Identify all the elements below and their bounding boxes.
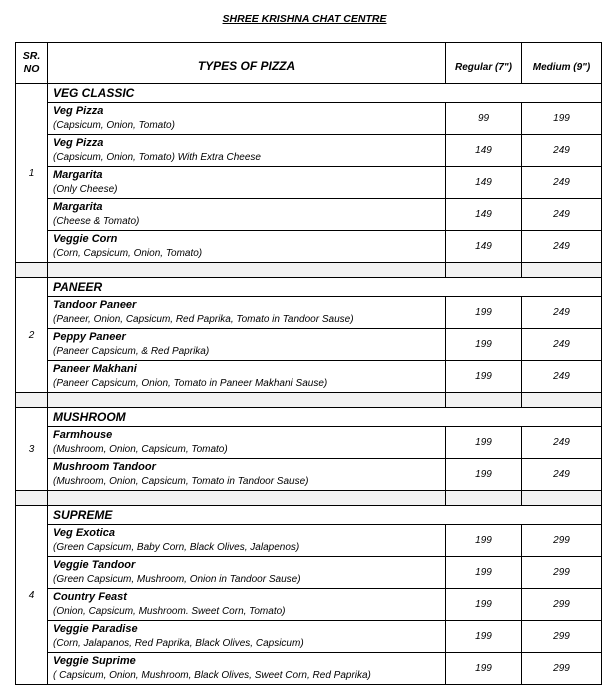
pizza-name: Margarita [53,201,103,213]
medium-price: 249 [522,135,602,167]
pizza-row [16,459,602,491]
medium-price: 299 [522,621,602,653]
pizza-cell [48,589,446,621]
regular-price: 199 [446,621,522,653]
pizza-row [16,361,602,393]
medium-price: 249 [522,329,602,361]
pizza-row [16,621,602,653]
category-name: PANEER [48,278,602,297]
pizza-cell [48,103,446,135]
pizza-name: Margarita [53,169,103,181]
pizza-toppings: (Onion, Capsicum, Mushroom. Sweet Corn, Tomato) [53,606,286,617]
pizza-row [16,199,602,231]
serial-number: 2 [16,278,48,393]
pizza-toppings: (Corn, Capsicum, Onion, Tomato) [53,248,203,259]
regular-header: Regular (7") [446,43,522,84]
pizza-toppings: (Capsicum, Onion, Tomato) With Extra Cheese [53,152,261,163]
serial-number: 3 [16,408,48,491]
pizza-row [16,135,602,167]
header-row [16,43,602,84]
pizza-cell [48,557,446,589]
regular-price: 199 [446,589,522,621]
pizza-toppings: (Paneer Capsicum, Onion, Tomato in Paneer Makhani Sause) [53,378,328,389]
spacer-cell [446,263,522,278]
pizza-toppings: (Cheese & Tomato) [53,216,140,227]
spacer-cell [522,263,602,278]
spacer-cell [48,491,446,506]
pizza-name: Tandoor Paneer [53,299,137,311]
pizza-cell [48,297,446,329]
regular-price: 199 [446,329,522,361]
regular-price: 199 [446,525,522,557]
medium-price: 199 [522,103,602,135]
pizza-name: Country Feast [53,591,127,603]
pizza-toppings: (Green Capsicum, Mushroom, Onion in Tandoor Sause) [53,574,301,585]
sr-no-header [16,43,48,84]
pizza-row [16,653,602,685]
pizza-toppings: (Paneer Capsicum, & Red Paprika) [53,346,210,357]
pizza-toppings: (Corn, Jalapanos, Red Paprika, Black Olives, Capsicum) [53,638,304,649]
pizza-row [16,103,602,135]
pizza-cell [48,361,446,393]
spacer-cell [446,491,522,506]
pizza-row [16,297,602,329]
regular-price: 149 [446,199,522,231]
spacer-cell [446,393,522,408]
pizza-row [16,167,602,199]
regular-price: 199 [446,361,522,393]
medium-price: 249 [522,427,602,459]
spacer-cell [522,393,602,408]
pizza-cell [48,231,446,263]
spacer-cell [16,263,48,278]
spacer-cell [16,393,48,408]
medium-header: Medium (9") [522,43,602,84]
pizza-row [16,525,602,557]
pizza-toppings: (Paneer, Onion, Capsicum, Red Paprika, Tomato in Tandoor Sause) [53,314,354,325]
pizza-row [16,589,602,621]
pizza-name: Farmhouse [53,429,113,441]
regular-price: 199 [446,557,522,589]
pizza-menu-table [15,42,602,685]
category-row [16,84,602,103]
pizza-toppings: ( Capsicum, Onion, Mushroom, Black Olives, Sweet Corn, Red Paprika) [53,670,371,681]
pizza-cell [48,329,446,361]
medium-price: 249 [522,231,602,263]
pizza-name: Veg Pizza [53,105,104,117]
medium-price: 249 [522,459,602,491]
pizza-name: Veggie Paradise [53,623,138,635]
spacer-cell [16,491,48,506]
serial-number: 4 [16,506,48,685]
pizza-name: Veggie Suprime [53,655,136,667]
pizza-cell [48,427,446,459]
regular-price: 199 [446,427,522,459]
menu-title: SHREE KRISHNA CHAT CENTRE [222,13,387,25]
pizza-cell [48,167,446,199]
regular-price: 199 [446,297,522,329]
category-row [16,408,602,427]
medium-price: 299 [522,557,602,589]
medium-price: 299 [522,589,602,621]
category-name: VEG CLASSIC [48,84,602,103]
medium-price: 249 [522,297,602,329]
serial-number: 1 [16,84,48,263]
pizza-cell [48,459,446,491]
regular-price: 199 [446,459,522,491]
pizza-name: Veg Pizza [53,137,104,149]
medium-price: 299 [522,525,602,557]
pizza-toppings: (Mushroom, Onion, Capsicum, Tomato in Tandoor Sause) [53,476,309,487]
regular-price: 149 [446,167,522,199]
pizza-cell [48,525,446,557]
pizza-name: Paneer Makhani [53,363,137,375]
sr-header-line1: SR. [22,50,41,62]
pizza-row [16,427,602,459]
category-name: MUSHROOM [48,408,602,427]
pizza-name: Veggie Corn [53,233,118,245]
pizza-toppings: (Mushroom, Onion, Capsicum, Tomato) [53,444,228,455]
pizza-row [16,329,602,361]
category-row [16,278,602,297]
section-spacer [16,393,602,408]
pizza-name: Peppy Paneer [53,331,126,343]
spacer-cell [522,491,602,506]
pizza-name: Mushroom Tandoor [53,461,156,473]
sr-header-line2: NO [23,63,40,75]
medium-price: 249 [522,199,602,231]
regular-price: 149 [446,231,522,263]
regular-price: 149 [446,135,522,167]
section-spacer [16,263,602,278]
medium-price: 299 [522,653,602,685]
pizza-name: Veggie Tandoor [53,559,136,571]
pizza-cell [48,199,446,231]
regular-price: 199 [446,653,522,685]
category-row [16,506,602,525]
spacer-cell [48,263,446,278]
pizza-cell [48,653,446,685]
medium-price: 249 [522,167,602,199]
pizza-cell [48,621,446,653]
menu-body [16,84,602,685]
pizza-cell [48,135,446,167]
medium-price: 249 [522,361,602,393]
pizza-row [16,557,602,589]
regular-price: 99 [446,103,522,135]
pizza-toppings: (Green Capsicum, Baby Corn, Black Olives, Jalapenos) [53,542,300,553]
pizza-toppings: (Capsicum, Onion, Tomato) [53,120,175,131]
section-spacer [16,491,602,506]
spacer-cell [48,393,446,408]
pizza-name: Veg Exotica [53,527,115,539]
pizza-row [16,231,602,263]
pizza-toppings: (Only Cheese) [53,184,118,195]
category-name: SUPREME [48,506,602,525]
types-header: TYPES OF PIZZA [48,43,446,84]
